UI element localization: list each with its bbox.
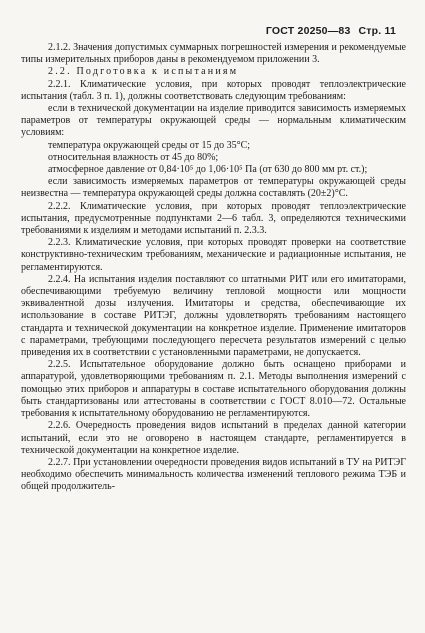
page-header (266, 25, 396, 37)
section-heading-2-2: 2.2. Подготовка к испытаниям (48, 66, 239, 78)
paragraph-2-2-4: 2.2.4. На испытания изделия поставляют со штатными РИТ или его имитаторами, обеспечивающими требуемую величину тепловой мощности или мощности эквивалентной дозы излучения. Имитаторы и средства, обеспечивающие их использование в составе РИТЭГ, должны удовлетворять требованиям настоящего стандарта и технической документации на конкретное изделие. Применение имитаторов с параметрами, требующими последующего пересчета результатов измерений с целью приведения их в соответствии с установленными параметрами, не допускается. (21, 273, 406, 359)
paragraph-2-2-7: 2.2.7. При установлении очередности проведения видов испытаний в ТУ на РИТЭГ необходимо обеспечить минимальность количества изменений теплового режима ТЭБ и общей продолжитель- (21, 456, 406, 493)
document-body (21, 42, 406, 494)
paragraph-2-2-1: 2.2.1. Климатические условия, при которых проводят теплоэлектрические испытания (табл. 3 п. 1), должны соответствовать следующим требованиям: (21, 78, 406, 102)
paragraph-2-1-2: 2.1.2. Значения допустимых суммарных погрешностей измерения и рекомендуемые типы измерительных приборов даны в рекомендуемом приложении 3. (21, 42, 406, 66)
paragraph-2-2-3: 2.2.3. Климатические условия, при которых проводят проверки на соответствие конструктивно-техническим требованиям, механические и радиационные испытания, не регламентируются. (21, 237, 406, 273)
paragraph-2-2-5: 2.2.5. Испытательное оборудование должно быть оснащено приборами и аппаратурой, удовлетворяющими требованиям п. 2.1. Методы выполнения измерений с помощью этих приборов и аппаратуры в составе испытательного оборудования должны быть стандартизованы или аттестованы в соответствии с ГОСТ 8.010—72. Остальные требования к испытательному оборудованию не регламентируются. (21, 359, 406, 420)
paragraph-2-2-2: 2.2.2. Климатические условия, при которых проводят теплоэлектрические испытания, предусмотренные подпунктами 2—6 табл. 3, определяются техническими требованиями к изделиям и методами испытаний п. 2.3.3. (21, 200, 406, 237)
paragraph-2-2-1-condition-a: если в технической документации на изделие приводится зависимость измеряемых параметров от температуры окружающей среды — нормальным климатическим условиям: (21, 103, 406, 139)
paragraph-2-2-1-humidity: относительная влажность от 45 до 80%; (48, 151, 219, 163)
paragraph-2-2-1-condition-b: если зависимость измеряемых параметров от температуры окружающей среды неизвестна — температура окружающей среды должна составлять (20±2)°С. (21, 176, 406, 200)
paragraph-2-2-1-pressure: атмосферное давление от 0,84·10⁵ до 1,06·10⁵ Па (от 630 до 800 мм рт. ст.); (48, 164, 368, 176)
paragraph-2-2-6: 2.2.6. Очередность проведения видов испытаний в пределах данной категории испытаний, если это не оговорено в настоящем стандарте, регламентируется в технической документации на конкретное изделие. (21, 420, 406, 456)
standard-number: ГОСТ 20250—83 (265, 25, 351, 37)
page-number: Стр. 11 (358, 25, 396, 37)
paragraph-2-2-1-temperature: температура окружающей среды от 15 до 35°С; (48, 139, 251, 151)
